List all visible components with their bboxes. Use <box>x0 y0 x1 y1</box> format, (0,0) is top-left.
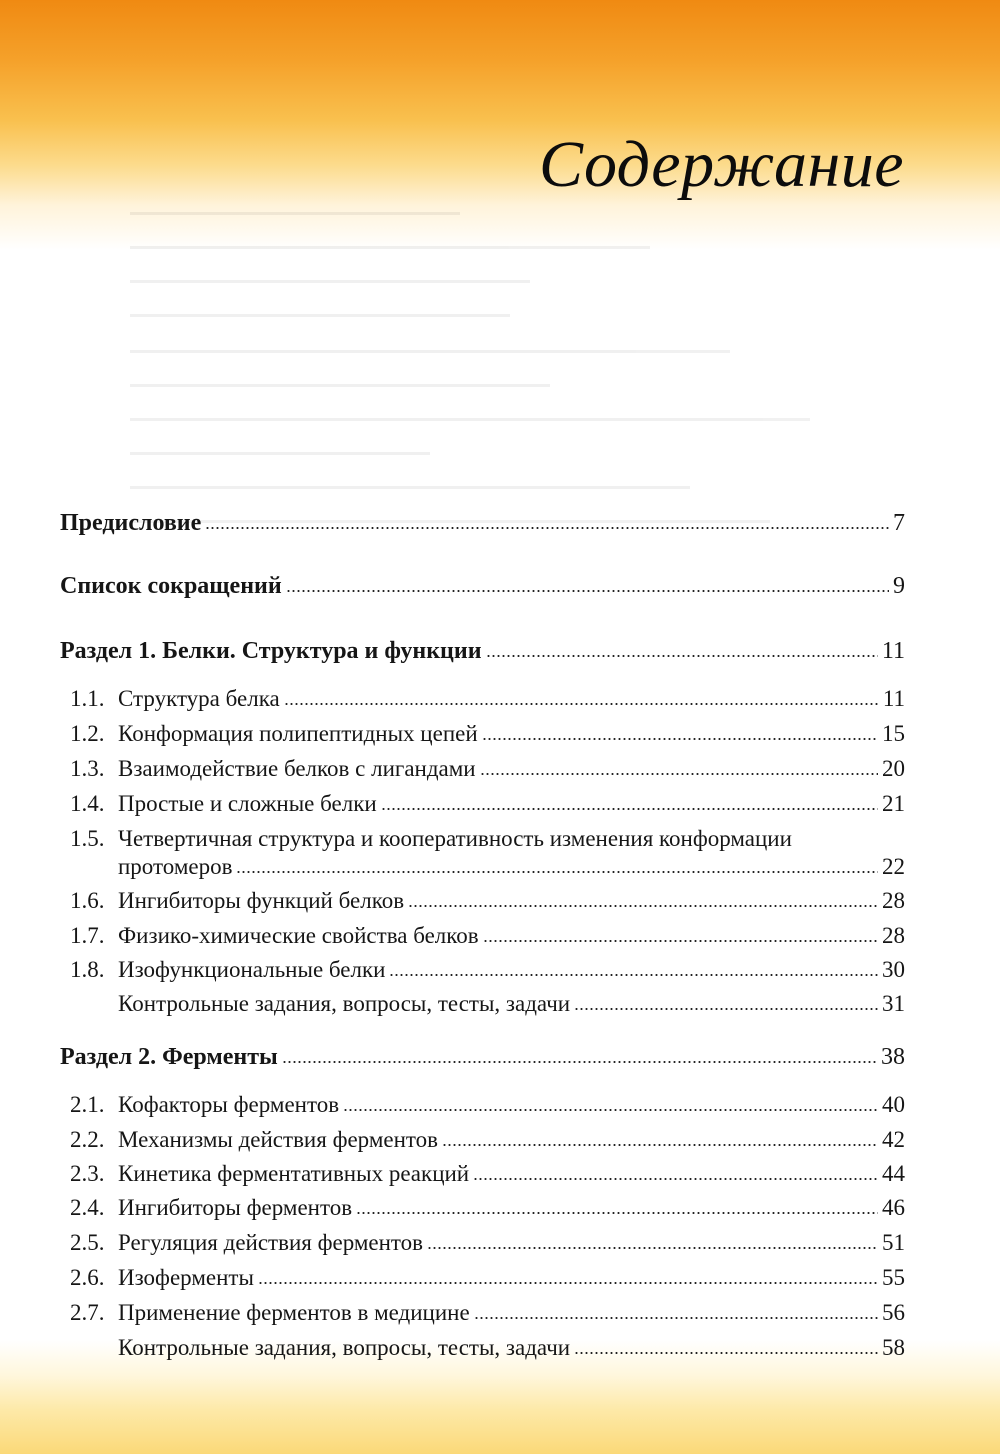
toc-item-label: Изоферменты <box>118 1265 254 1290</box>
toc-item-number: 1.6. <box>70 888 105 913</box>
toc-entry-page: 30 <box>882 957 905 982</box>
dot-leader <box>574 1352 878 1354</box>
toc-item-label: Контрольные задания, вопросы, тесты, задачи <box>118 1335 571 1360</box>
toc-item-label: Ингибиторы ферментов <box>118 1195 353 1220</box>
toc-item-label: Кинетика ферментативных реакций <box>118 1161 470 1186</box>
toc-item-1-tasks[interactable] <box>60 989 905 1019</box>
toc-item-number: 1.5. <box>70 826 105 851</box>
toc-item-number: 1.3. <box>70 756 105 781</box>
toc-item-label: протомеров <box>118 854 233 879</box>
toc-entry-label: Предисловие <box>60 510 202 536</box>
toc-item-2-2[interactable] <box>60 1125 905 1155</box>
toc-entry-page: 58 <box>882 1335 905 1360</box>
toc-item-number: 2.4. <box>70 1195 105 1220</box>
toc-item-label: Применение ферментов в медицине <box>118 1300 470 1325</box>
toc-entry-page: 11 <box>882 686 905 711</box>
toc-entry-page: 42 <box>882 1127 905 1152</box>
toc-entry-page: 31 <box>882 991 905 1016</box>
toc-entry-page: 28 <box>882 923 905 948</box>
toc-entry-abbreviations[interactable] <box>60 571 905 601</box>
toc-section-label: Раздел 1. Белки. Структура и функции <box>60 638 482 664</box>
toc-item-label: Регуляция действия ферментов <box>118 1230 424 1255</box>
toc-item-2-7[interactable] <box>60 1298 905 1328</box>
toc-item-label: Структура белка <box>118 686 280 711</box>
toc-item-number: 2.6. <box>70 1265 105 1290</box>
toc-item-label: Ингибиторы функций белков <box>118 888 405 913</box>
dot-leader <box>473 1178 878 1180</box>
toc-entry-page: 22 <box>882 854 905 879</box>
dot-leader <box>389 974 878 976</box>
toc-item-label: Простые и сложные белки <box>118 791 377 816</box>
dot-leader <box>427 1247 878 1249</box>
dot-leader <box>286 590 889 592</box>
dot-leader <box>282 1061 877 1063</box>
toc-item-label: Механизмы действия ферментов <box>118 1127 439 1152</box>
toc-item-number: 1.8. <box>70 957 105 982</box>
toc-entry-page: 20 <box>882 756 905 781</box>
toc-item-number: 1.1. <box>70 686 105 711</box>
toc-section-label: Раздел 2. Ферменты <box>60 1044 278 1070</box>
dot-leader <box>343 1109 878 1111</box>
toc-entry-page: 21 <box>882 791 905 816</box>
toc-item-1-5-continued[interactable] <box>60 852 905 882</box>
toc-item-1-2[interactable] <box>60 719 905 749</box>
toc-entry-page: 15 <box>882 721 905 746</box>
toc-item-label: Физико-химические свойства белков <box>118 923 479 948</box>
dot-leader <box>486 655 878 657</box>
dot-leader <box>474 1317 878 1319</box>
page-title: Содержание <box>538 128 904 201</box>
toc-entry-page: 56 <box>882 1300 905 1325</box>
toc-item-1-4[interactable] <box>60 789 905 819</box>
dot-leader <box>408 905 878 907</box>
toc-entry-page: 40 <box>882 1092 905 1117</box>
toc-item-number: 1.7. <box>70 923 105 948</box>
toc-entry-page: 7 <box>893 510 905 536</box>
toc-section-2[interactable] <box>60 1042 905 1072</box>
toc-item-number: 2.2. <box>70 1127 105 1152</box>
toc-entry-page: 9 <box>893 573 905 599</box>
toc-item-number: 2.5. <box>70 1230 105 1255</box>
dot-leader <box>236 871 878 873</box>
toc-entry-page: 46 <box>882 1195 905 1220</box>
toc-item-label: Контрольные задания, вопросы, тесты, задачи <box>118 991 571 1016</box>
toc-entry-page: 38 <box>881 1044 905 1070</box>
toc-item-label: Конформация полипептидных цепей <box>118 721 478 746</box>
toc-entry-page: 51 <box>882 1230 905 1255</box>
toc-entry-page: 55 <box>882 1265 905 1290</box>
toc-item-number: 2.7. <box>70 1300 105 1325</box>
toc-item-label: Кофакторы ферментов <box>118 1092 340 1117</box>
toc-item-1-7[interactable] <box>60 921 905 951</box>
dot-leader <box>205 527 889 529</box>
toc-item-label: Четвертичная структура и кооперативность изменения конформации <box>118 826 792 851</box>
toc-item-2-6[interactable] <box>60 1263 905 1293</box>
toc-item-label: Изофункциональные белки <box>118 957 386 982</box>
toc-item-number: 2.1. <box>70 1092 105 1117</box>
toc-item-1-5[interactable] <box>60 824 905 854</box>
toc-entry-preface[interactable] <box>60 508 905 538</box>
toc-item-1-8[interactable] <box>60 955 905 985</box>
dot-leader <box>284 703 879 705</box>
toc-item-number: 1.2. <box>70 721 105 746</box>
toc-item-number: 1.4. <box>70 791 105 816</box>
toc-entry-page: 44 <box>882 1161 905 1186</box>
toc-section-1[interactable] <box>60 636 905 666</box>
dot-leader <box>356 1212 878 1214</box>
toc-item-2-3[interactable] <box>60 1159 905 1189</box>
toc-entry-label: Список сокращений <box>60 573 282 599</box>
dot-leader <box>381 808 878 810</box>
toc-item-2-4[interactable] <box>60 1193 905 1223</box>
toc-item-number: 2.3. <box>70 1161 105 1186</box>
toc-item-1-3[interactable] <box>60 754 905 784</box>
toc-item-label: Взаимодействие белков с лигандами <box>118 756 476 781</box>
toc-item-1-1[interactable] <box>60 684 905 714</box>
toc-item-2-5[interactable] <box>60 1228 905 1258</box>
dot-leader <box>483 940 878 942</box>
toc-entry-page: 28 <box>882 888 905 913</box>
dot-leader <box>258 1282 878 1284</box>
toc-item-2-1[interactable] <box>60 1090 905 1120</box>
dot-leader <box>480 773 878 775</box>
dot-leader <box>442 1144 878 1146</box>
dot-leader <box>482 738 878 740</box>
toc-item-1-6[interactable] <box>60 886 905 916</box>
toc-item-2-tasks[interactable] <box>60 1333 905 1363</box>
dot-leader <box>574 1008 878 1010</box>
toc-entry-page: 11 <box>881 638 905 664</box>
